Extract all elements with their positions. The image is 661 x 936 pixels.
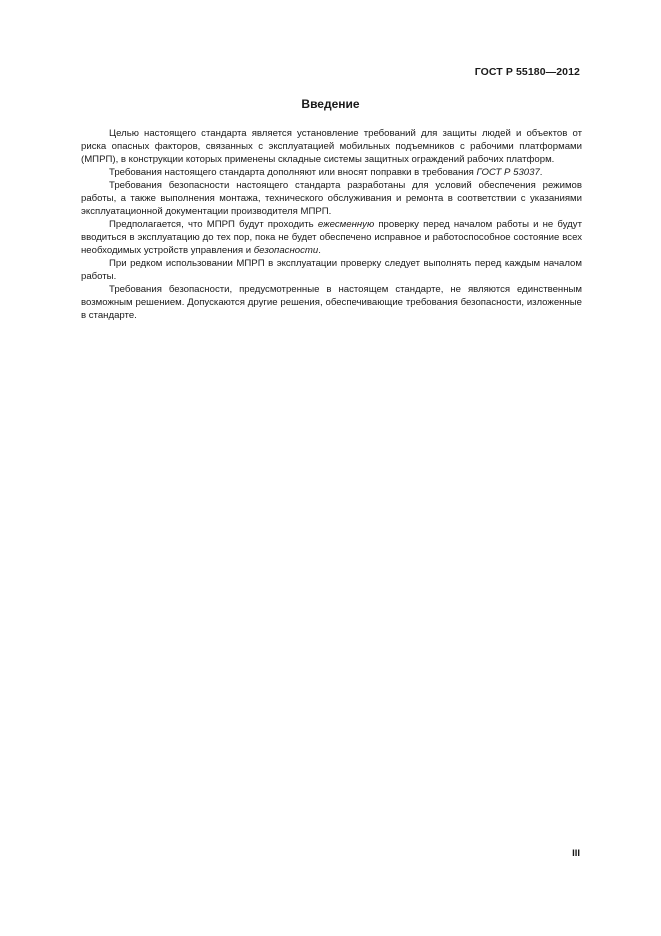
- paragraph: [81, 283, 582, 322]
- page-number: III: [572, 848, 580, 859]
- paragraph: [81, 166, 582, 179]
- paragraph: [81, 218, 582, 257]
- paragraph: [81, 257, 582, 283]
- italic-term: ежесменную: [317, 219, 375, 230]
- text-run: Требования безопасности, предусмотренные в настоящем стандарте, не являются единственным возможным решением. Допускаются другие решения, обеспечивающие требования безопасности, изложенные в стандарте.: [81, 284, 582, 321]
- document-id: ГОСТ Р 55180—2012: [474, 66, 580, 78]
- text-run: Целью настоящего стандарта является установление требований для защиты людей и объектов от риска опасных факторов, связанных с эксплуатацией мобильных подъемников с рабочими платформами (МПРП), в конструкции которых применены складные системы защитных ограждений рабочих платформ.: [81, 128, 582, 165]
- section-title: Введение: [301, 97, 360, 111]
- text-run: Требования безопасности настоящего стандарта разработаны для условий обеспечения режимов работы, а также выполнения монтажа, технического обслуживания и ремонта в соответствии с указаниями эксплуатационной документации производителя МПРП.: [81, 180, 582, 217]
- text-run: .: [539, 167, 543, 178]
- standard-reference: ГОСТ Р 53037: [476, 167, 540, 178]
- text-run: .: [318, 245, 321, 256]
- text-run: Предполагается, что МПРП будут проходить: [109, 219, 318, 230]
- text-run: проверку перед началом работы и не будут вводиться в эксплуатацию до тех пор, пока не будет обеспечено исправное и работоспособное состояние всех необходимых устройств управления и: [81, 219, 582, 256]
- paragraph: [81, 127, 582, 166]
- paragraph: [81, 179, 582, 218]
- italic-term: безопасности: [253, 245, 319, 256]
- body-text: [81, 127, 582, 322]
- text-run: Требования настоящего стандарта дополняют или вносят поправки в требования: [109, 167, 477, 178]
- text-run: При редком использовании МПРП в эксплуатации проверку следует выполнять перед каждым началом работы.: [81, 258, 582, 282]
